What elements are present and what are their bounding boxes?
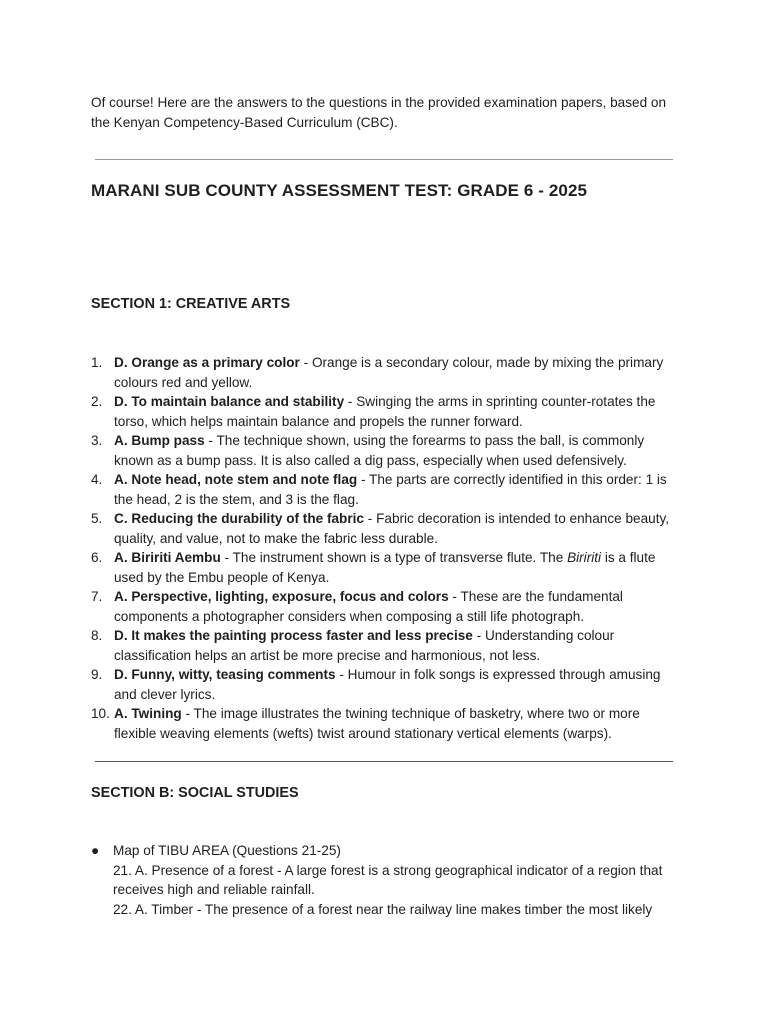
map-question-title: Map of TIBU AREA (Questions 21-25) (113, 843, 341, 858)
list-item (91, 548, 683, 587)
divider (95, 159, 673, 160)
answer-choice: A. Perspective, lighting, exposure, focus and colors (114, 589, 449, 604)
answer-explanation: - Fabric decoration is intended to enhance beauty, quality, and value, not to make the fabric less durable. (114, 511, 670, 546)
instrument-name: Biririti (567, 550, 602, 565)
list-item (91, 587, 683, 626)
answer-explanation: - Understanding colour classification helps an artist be more precise and harmonious, not less. (114, 628, 615, 663)
answer-explanation: - Swinging the arms in sprinting counter-rotates the torso, which helps maintain balance and propels the runner forward. (114, 394, 656, 429)
item-number: 7. (91, 589, 103, 604)
section-heading-creative-arts: SECTION 1: CREATIVE ARTS (91, 296, 291, 312)
list-item (91, 353, 683, 392)
social-studies-list (91, 841, 683, 919)
intro-text: Of course! Here are the answers to the questions in the provided examination papers, based on the Kenyan Competency-Based Curriculum (CBC). (91, 95, 667, 130)
answer-explanation: - Orange is a secondary colour, made by mixing the primary colours red and yellow. (114, 355, 664, 390)
answer-list (91, 353, 683, 743)
list-item (91, 509, 683, 548)
answer-choice: A. Bump pass (114, 433, 205, 448)
list-item (91, 626, 683, 665)
list-item (91, 392, 683, 431)
list-item (91, 665, 683, 704)
item-number: 9. (91, 667, 103, 682)
page-title: MARANI SUB COUNTY ASSESSMENT TEST: GRADE 6 - 2025 (91, 181, 588, 200)
answer-explanation: - The instrument shown is a type of transverse flute. The (220, 550, 568, 565)
item-number: 4. (91, 472, 103, 487)
answer-choice: C. Reducing the durability of the fabric (114, 511, 364, 526)
answer-choice: D. Funny, witty, teasing comments (114, 667, 336, 682)
answer-explanation: - The parts are correctly identified in this order: 1 is the head, 2 is the stem, and 3 is the flag. (114, 472, 667, 507)
item-number: 10. (91, 706, 110, 721)
item-number: 1. (91, 355, 103, 370)
item-number: 3. (91, 433, 103, 448)
list-item (91, 470, 683, 509)
item-number: 2. (91, 394, 103, 409)
answer-choice: D. To maintain balance and stability (114, 394, 345, 409)
answer-choice: A. Twining (114, 706, 182, 721)
answer-explanation-cont: is a flute used by the Embu people of Kenya. (114, 550, 656, 585)
item-number: 8. (91, 628, 103, 643)
list-item (91, 704, 683, 743)
answer-line: 22. A. Timber - The presence of a forest near the railway line makes timber the most likely (113, 901, 653, 917)
item-number: 6. (91, 550, 103, 565)
bullet-icon: ● (91, 843, 100, 858)
answer-choice: A. Note head, note stem and note flag (114, 472, 358, 487)
answer-line: 21. A. Presence of a forest - A large forest is a strong geographical indicator of a region that receives high and reliable rainfall. (113, 862, 663, 897)
section-heading-social-studies: SECTION B: SOCIAL STUDIES (91, 785, 299, 801)
answer-explanation: - These are the fundamental components a photographer considers when composing a still life photograph. (114, 589, 623, 624)
list-item (91, 841, 683, 919)
answer-choice: A. Biririti Aembu (114, 550, 221, 565)
item-number: 5. (91, 511, 103, 526)
answer-explanation: - The technique shown, using the forearms to pass the ball, is commonly known as a bump pass. It is also called a dig pass, especially when used defensively. (114, 433, 645, 468)
answer-choice: D. Orange as a primary color (114, 355, 300, 370)
answer-explanation: - Humour in folk songs is expressed through amusing and clever lyrics. (114, 667, 661, 702)
list-item (91, 431, 683, 470)
divider (95, 761, 673, 762)
answer-explanation: - The image illustrates the twining technique of basketry, where two or more flexible weaving elements (wefts) twist around stationary vertical elements (warps). (114, 706, 640, 741)
answer-choice: D. It makes the painting process faster and less precise (114, 628, 473, 643)
